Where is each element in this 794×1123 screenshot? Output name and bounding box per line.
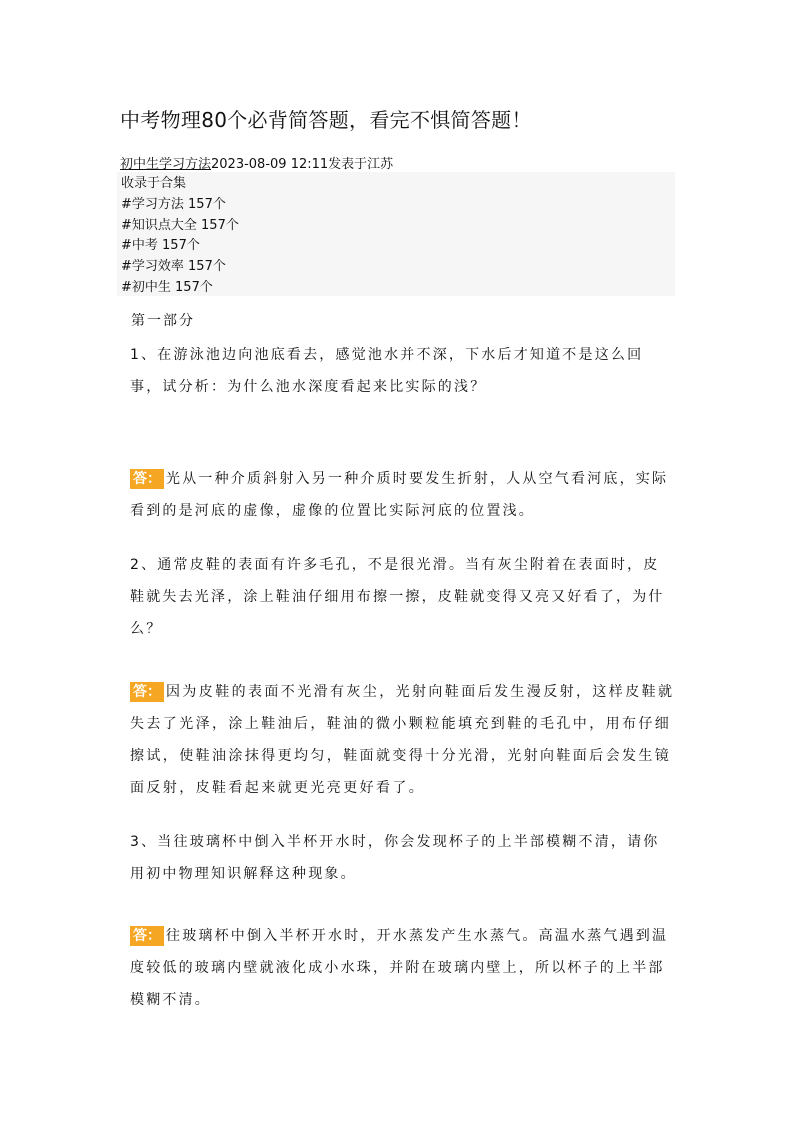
- collection-tag[interactable]: #学习效率 157个: [121, 259, 226, 275]
- article-title: 中考物理80个必背简答题，看完不惧简答题！: [120, 108, 532, 132]
- collection-tag[interactable]: #知识点大全 157个: [121, 217, 239, 233]
- question-paragraph: 2、通常皮鞋的表面有许多毛孔，不是很光滑。当有灰尘附着在表面时，皮鞋就失去光泽，涂上鞋油仔细用布擦一擦，皮鞋就变得又亮又好看了，为什么？: [130, 557, 665, 637]
- answer-text: 光从一种介质斜射入另一种介质时要发生折射，人从空气看河底，实际看到的是河底的虚像，虚像的位置比实际河底的位置浅。: [130, 471, 669, 519]
- answer-label: 答：: [130, 926, 164, 946]
- collection-tag[interactable]: #中考 157个: [121, 238, 200, 254]
- collection-tag[interactable]: #学习方法 157个: [121, 196, 226, 212]
- answer-text: 因为皮鞋的表面不光滑有灰尘，光射向鞋面后发生漫反射，这样皮鞋就失去了光泽，涂上鞋油后，鞋油的微小颗粒能填充到鞋的毛孔中，用布仔细擦试，使鞋油涂抹得更均匀，鞋面就变得十分光滑，光射向鞋面后会发生镜面反射，皮鞋看起来就更光亮更好看了。: [130, 684, 675, 796]
- answer-paragraph: [130, 676, 678, 804]
- question-paragraph: 3、当往玻璃杯中倒入半杯开水时，你会发现杯子的上半部模糊不清，请你用初中物理知识解释这种现象。: [130, 834, 660, 882]
- answer-paragraph: [130, 463, 675, 527]
- answer-label: 答：: [130, 469, 164, 489]
- collection-box: [117, 172, 675, 296]
- article-meta: [120, 153, 393, 172]
- publish-datetime-location: 2023-08-09 12:11发表于江苏: [211, 157, 394, 172]
- question-paragraph: 1、在游泳池边向池底看去，感觉池水并不深，下水后才知道不是这么回事，试分析：为什么池水深度看起来比实际的浅？: [130, 347, 644, 395]
- author-link[interactable]: 初中生学习方法: [120, 157, 212, 172]
- answer-text: 往玻璃杯中倒入半杯开水时，开水蒸发产生水蒸气。高温水蒸气遇到温度较低的玻璃内壁就液化成小水珠，并附在玻璃内壁上，所以杯子的上半部模糊不清。: [130, 928, 669, 1008]
- answer-label: 答：: [130, 682, 164, 702]
- collection-heading: 收录于合集: [121, 176, 187, 191]
- collection-tag[interactable]: #初中生 157个: [121, 279, 213, 295]
- section-title: 第一部分: [131, 313, 195, 329]
- answer-paragraph: [130, 920, 675, 1016]
